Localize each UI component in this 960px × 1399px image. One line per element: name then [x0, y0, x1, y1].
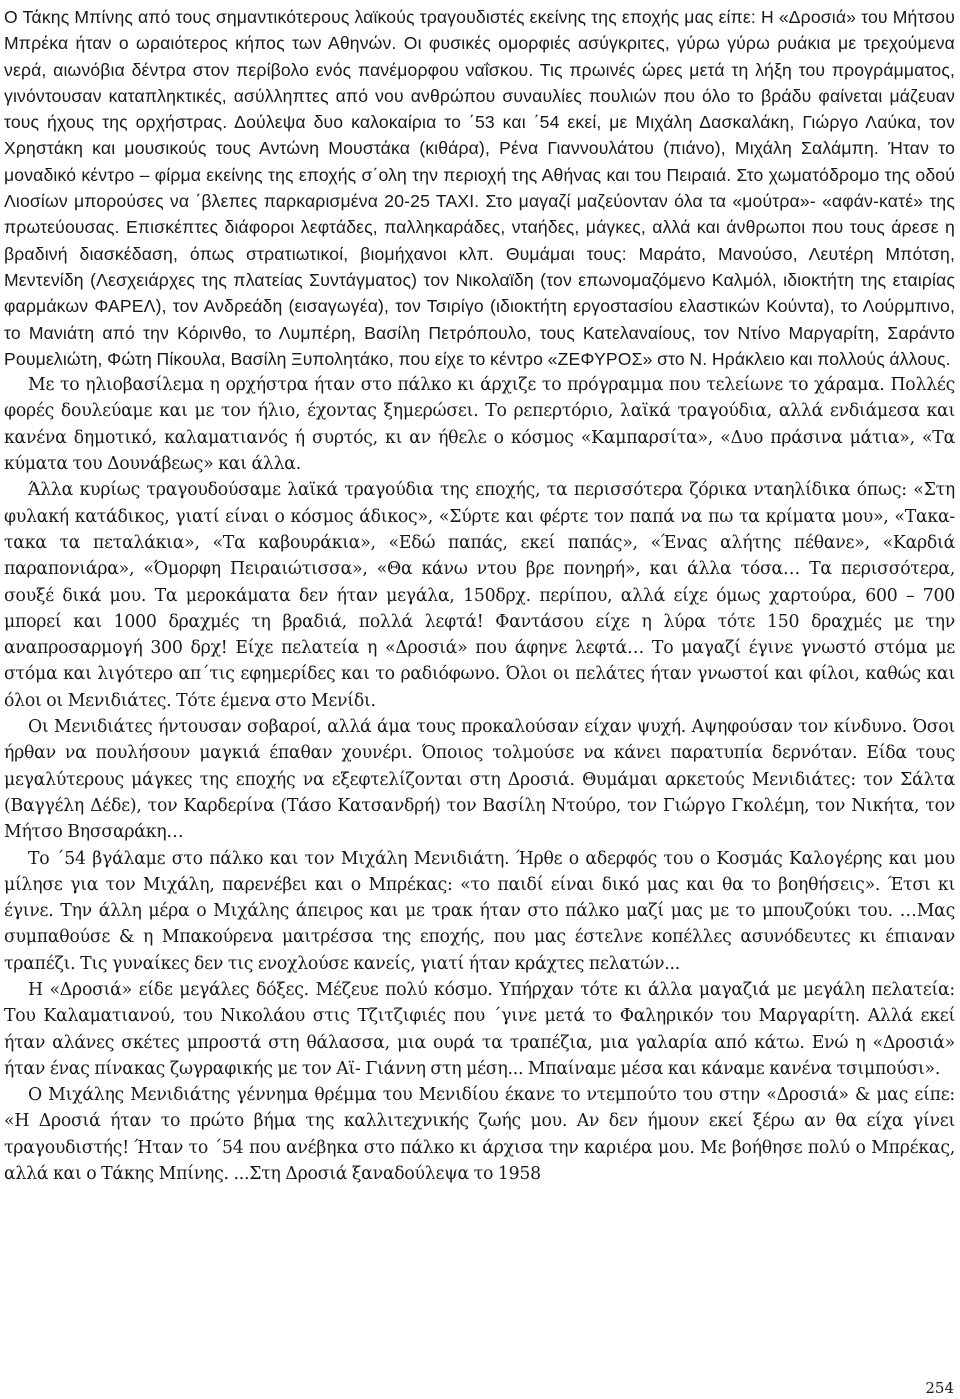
paragraph-4: Οι Μενιδιάτες ήντουσαν σοβαροί, αλλά άμα τους προκαλούσαν είχαν ψυχή. Αψηφούσαν τον κίνδυνο. Όσοι ήρθαν να πουλήσουν μαγκιά έπαθαν χουνέρι. Όποιος τολμούσε να κάνει παρατυπία δερνόταν. Είδα τους μεγαλύτερους μάγκες της εποχής να εξεφτελίζονται στη Δροσιά. Θυμάμαι αρκετούς Μενιδιάτες: τον Σάλτα (Βαγγέλη Δέδε), τον Καρδερίνα (Τάσο Κατσανδρή) τον Βασίλη Ντούρο, τον Γιώργο Γκολέμη, τον Νικήτα, τον Μήτσο Βησσαράκη… [4, 717, 955, 843]
body-text [4, 4, 955, 1187]
paragraph-5: Το ΄54 βγάλαμε στο πάλκο και τον Μιχάλη Μενιδιάτη. Ήρθε ο αδερφός του ο Κοσμάς Καλογέρης και μου μίλησε για τον Μιχάλη, παρενέβει και ο Μπρέκας: «το παιδί είναι δικό μας και θα το βοηθήσεις». Έτσι κι έγινε. Την άλλη μέρα ο Μιχάλης άπειρος και με τρακ ήταν στο πάλκο μαζί μας με το μπουζούκι του. …Μας συμπαθούσε & η Μπακούρενα μαιτρέσσα της εποχής, που μας έστελνε κοπέλλες ασυνόδευτες κι έπιαναν τραπέζι. Τις γυναίκες δεν τις ενοχλούσε κανείς, γιατί ήταν κράχτες πελατών... [4, 848, 955, 974]
paragraph-3: Άλλα κυρίως τραγουδούσαμε λαϊκά τραγούδια της εποχής, τα περισσότερα ζόρικα νταηλίδικα όπως: «Στη φυλακή κατάδικος, γιατί είναι ο κόσμος άδικος», «Σύρτε και φέρτε τον παπά να πω τα κρίματα μου», «Τακα-τακα τα πεταλάκια», «Τα καβουράκια», «Εδώ παπάς, εκεί παπάς», «Ένας αλήτης πέθανε», «Καρδιά παραπονιάρα», «Όμορφη Πειραιώτισσα», «Θα κάνω ντου βρε πονηρή», και άλλα τόσα… Τα περισσότερα, σουξέ δικά μου. Τα μεροκάματα δεν ήταν μεγάλα, 150δρχ. περίπου, αλλά είχε όμως χαρτούρα, 600 – 700 μπορεί και 1000 δραχμές τη βραδιά, πολλά λεφτά! Φαντάσου είχε η λύρα τότε 150 δραχμές με την αναπροσαρμογή 300 δρχ! Είχε πελατεία η «Δροσιά» που άφηνε λεφτά… Το μαγαζί έγινε γνωστό στόμα με στόμα και λιγότερο απ΄τις εφημερίδες και το ραδιόφωνο. Όλοι οι πελάτες ήταν γνωστοί και φίλοι, καθώς και όλοι οι Μενιδιάτες. Τότε έμενα στο Μενίδι. [4, 480, 955, 711]
paragraph-7: Ο Μιχάλης Μενιδιάτης γέννημα θρέμμα του Μενιδίου έκανε το ντεμπούτο του στην «Δροσιά» & μας είπε: «Η Δροσιά ήταν το πρώτο βήμα της καλλιτεχνικής ζωής μου. Αν δεν ήμουν εκεί ξέρω αν θα είχα γίνει τραγουδιστής! Ήταν το ΄54 που ανέβηκα στο πάλκο κι άρχισα την καριέρα μου. Με βοήθησε πολύ ο Μπρέκας, αλλά και ο Τάκης Μπίνης. ...Στη Δροσιά ξαναδούλεψα το 1958 [4, 1085, 955, 1185]
paragraph-1: Ο Τάκης Μπίνης από τους σημαντικότερους λαϊκούς τραγουδιστές εκείνης της εποχής μας είπε: Η «Δροσιά» του Μήτσου Μπρέκα ήταν ο ωραιότερος κήπος των Αθηνών. Οι φυσικές ομορφιές ασύγκριτες, γύρω γύρω ρυάκια με τρεχούμενα νερά, αιωνόβια δέντρα στον περίβολο ενός πανέμορφου ναΐσκου. Τις πρωινές ώρες μετά τη λήξη του προγράμματος, γινόντουσαν καταπληκτικές, ασύλληπτες από νου ανθρώπου συναυλίες πουλιών που όλο το βράδυ φαίνεται μάζευαν τους ήχους της ορχήστρας. Δούλεψα δυο καλοκαίρια το ΄53 και ΄54 εκεί, με Μιχάλη Δασκαλάκη, Γιώργο Λαύκα, τον Χρηστάκη και μουσικούς τους Αντώνη Μουστάκα (κιθάρα), Ρένα Γιαννουλάτου (πιάνο), Μιχάλη Σαλάμπη. Ήταν το μοναδικό κέντρο – φίρμα εκείνης της εποχής σ΄ολη την περιοχή της Αθήνας και του Πειραιά. Στο χωματόδρομο της οδού Λιοσίων μπορούσες να ΄βλεπες παρκαρισμένα 20-25 ΤΑΧΙ. Στο μαγαζί μαζεύονταν όλα τα «μούτρα»- «αφάν-κατέ» της πρωτεύουσας. Επισκέπτες διάφοροι λεφτάδες, παλληκαράδες, νταήδες, μάγκες, αλλά και άνθρωποι που τους άρεσε η βραδινή διασκέδαση, όπως στρατιωτικοί, βιομήχανοι κλπ. Θυμάμαι τους: Μαράτο, Μανούσο, Λευτέρη Μπότση, Μεντενίδη (Λεσχειάρχες της πλατείας Συντάγματος) τον Νικολαϊδη (τον επωνομαζόμενο Καλμόλ, ιδιοκτήτη της εταιρίας φαρμάκων ΦΑΡΕΛ), τον Ανδρεάδη (εισαγωγέα), τον Τσιρίγο (ιδιοκτήτη εργοστασίου ελαστικών Κούντα), το Λούρμπινο, το Μανιάτη από την Κόρινθο, το Λυμπέρη, Βασίλη Πετρόπουλο, τους Κατελαναίους, τον Ντίνο Μαργαρίτη, Σαράντο Ρουμελιώτη, Φώτη Πίκουλα, Βασίλη Ξυπολητάκο, που είχε το κέντρο «ΖΕΦΥΡΟΣ» στο Ν. Ηράκλειο και πολλούς άλλους. [4, 7, 955, 369]
page-number: 254 [925, 1379, 954, 1397]
paragraph-2: Με το ηλιοβασίλεμα η ορχήστρα ήταν στο πάλκο κι άρχιζε το πρόγραμμα που τελείωνε το χάραμα. Πολλές φορές δουλεύαμε και με τον ήλιο, έχοντας ξημερώσει. Το ρεπερτόριο, λαϊκά τραγούδια, αλλά ενδιάμεσα και κανένα δημοτικό, καλαματιανός ή συρτός, κι αν ήθελε ο κόσμος «Καμπαρσίτα», «Δυο πράσινα μάτια», «Τα κύματα του Δουνάβεως» και άλλα. [4, 375, 955, 475]
paragraph-6: Η «Δροσιά» είδε μεγάλες δόξες. Μέζευε πολύ κόσμο. Υπήρχαν τότε κι άλλα μαγαζιά με μεγάλη πελατεία: Του Καλαματιανού, του Νικολάου στις Τζιτζιφιές που ΄γινε μετά το Φαληρικόν του Μαργαρίτη. Αλλά εκεί ήταν αλάνες σκέτες μπροστά στη θάλασσα, μια ουρά τα τραπέζια, μια γαλαρία από κάτω. Ενώ η «Δροσιά» ήταν ένας πίνακας ζωγραφικής με τον Αϊ- Γιάννη στη μέση... Μπαίναμε μέσα και κάναμε κανένα τσιμπούσι». [4, 979, 955, 1079]
